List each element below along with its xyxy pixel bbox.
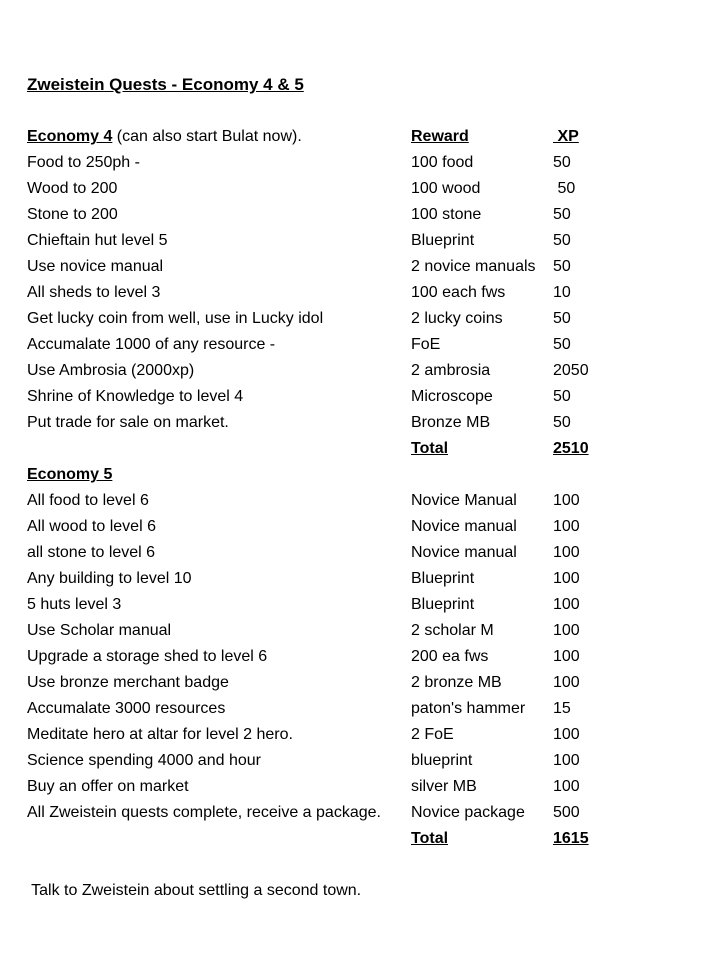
empty-cell [553, 462, 653, 488]
reward-text: 200 ea fws [411, 648, 489, 665]
reward-text: 100 stone [411, 206, 482, 223]
xp-value: 50 [553, 206, 571, 223]
xp-value: 50 [553, 310, 571, 327]
xp-value: 50 [553, 180, 576, 197]
quest-text: Use Ambrosia (2000xp) [27, 362, 195, 379]
quest-row [27, 280, 690, 306]
quest-text: Buy an offer on market [27, 778, 189, 795]
reward-text: paton's hammer [411, 700, 526, 717]
xp-value: 50 [553, 232, 571, 249]
quest-row [27, 696, 690, 722]
quest-row [27, 644, 690, 670]
reward-text: Microscope [411, 388, 493, 405]
quest-text: All food to level 6 [27, 492, 149, 509]
quest-text: All sheds to level 3 [27, 284, 161, 301]
reward-text: 2 bronze MB [411, 674, 502, 691]
section-heading-economy4-suffix: (can also start Bulat now). [112, 128, 302, 145]
xp-value: 50 [553, 388, 571, 405]
quest-row [27, 384, 690, 410]
xp-value: 100 [553, 492, 580, 509]
reward-text: 2 novice manuals [411, 258, 536, 275]
quest-text: Accumalate 3000 resources [27, 700, 226, 717]
xp-value: 100 [553, 752, 580, 769]
quest-row [27, 254, 690, 280]
quest-text: Use Scholar manual [27, 622, 172, 639]
quest-row [27, 748, 690, 774]
xp-value: 50 [553, 336, 571, 353]
xp-value: 100 [553, 648, 580, 665]
quest-text: Food to 250ph - [27, 154, 140, 171]
empty-cell [411, 462, 553, 488]
quest-text: Use bronze merchant badge [27, 674, 229, 691]
reward-text: Blueprint [411, 232, 475, 249]
quest-row [27, 332, 690, 358]
xp-value: 100 [553, 544, 580, 561]
xp-value: 50 [553, 414, 571, 431]
empty-cell [27, 436, 411, 462]
quest-row [27, 150, 690, 176]
economy5-header-row [27, 462, 690, 488]
quest-row [27, 202, 690, 228]
quest-row [27, 800, 690, 826]
reward-text: Novice package [411, 804, 525, 821]
quest-row [27, 410, 690, 436]
economy4-total-label: Total [411, 440, 449, 457]
economy4-total-row [27, 436, 690, 462]
reward-text: 2 FoE [411, 726, 454, 743]
quest-text: Shrine of Knowledge to level 4 [27, 388, 244, 405]
xp-value: 500 [553, 804, 580, 821]
reward-text: Novice manual [411, 518, 517, 535]
quest-text: Chieftain hut level 5 [27, 232, 168, 249]
economy5-rows [27, 488, 690, 826]
quest-row [27, 618, 690, 644]
xp-value: 15 [553, 700, 571, 717]
quest-text: 5 huts level 3 [27, 596, 122, 613]
reward-text: Bronze MB [411, 414, 491, 431]
economy5-total-row [27, 826, 690, 852]
document-page [27, 72, 690, 904]
quest-text: Science spending 4000 and hour [27, 752, 261, 769]
quest-row [27, 722, 690, 748]
section-heading-economy4-cell [27, 124, 411, 150]
reward-text: Blueprint [411, 570, 475, 587]
quest-row [27, 358, 690, 384]
economy4-header-row [27, 124, 690, 150]
quest-text: Upgrade a storage shed to level 6 [27, 648, 268, 665]
quest-row [27, 228, 690, 254]
quest-text: All wood to level 6 [27, 518, 156, 535]
quest-row [27, 540, 690, 566]
quest-row [27, 566, 690, 592]
column-header-xp: XP [553, 128, 579, 145]
reward-text: FoE [411, 336, 441, 353]
quest-text: Meditate hero at altar for level 2 hero. [27, 726, 293, 743]
quest-text: Any building to level 10 [27, 570, 192, 587]
quest-row [27, 774, 690, 800]
reward-text: Novice Manual [411, 492, 517, 509]
reward-text: Blueprint [411, 596, 475, 613]
reward-text: 2 lucky coins [411, 310, 503, 327]
reward-text: 100 wood [411, 180, 481, 197]
xp-value: 100 [553, 518, 580, 535]
xp-value: 100 [553, 726, 580, 743]
empty-cell [27, 826, 411, 852]
quest-text: Stone to 200 [27, 206, 118, 223]
column-header-reward: Reward [411, 128, 469, 145]
section-heading-economy5: Economy 5 [27, 466, 113, 483]
xp-value: 2050 [553, 362, 589, 379]
quest-row [27, 488, 690, 514]
xp-value: 100 [553, 674, 580, 691]
reward-text: 2 scholar M [411, 622, 494, 639]
xp-value: 50 [553, 258, 571, 275]
xp-value: 50 [553, 154, 571, 171]
reward-text: silver MB [411, 778, 477, 795]
reward-text: 100 food [411, 154, 474, 171]
economy5-total-value: 1615 [553, 830, 589, 847]
section-heading-economy5-cell [27, 462, 411, 488]
economy4-rows [27, 150, 690, 436]
quest-row [27, 514, 690, 540]
quest-text: Put trade for sale on market. [27, 414, 229, 431]
xp-value: 100 [553, 778, 580, 795]
quest-text: Accumalate 1000 of any resource - [27, 336, 276, 353]
footer-note: Talk to Zweistein about settling a second town. [27, 882, 362, 899]
reward-text: 100 each fws [411, 284, 506, 301]
quest-row [27, 306, 690, 332]
page-title: Zweistein Quests - Economy 4 & 5 [27, 75, 304, 94]
xp-value: 100 [553, 596, 580, 613]
quest-text: Use novice manual [27, 258, 164, 275]
section-heading-economy4: Economy 4 [27, 128, 113, 145]
reward-text: 2 ambrosia [411, 362, 491, 379]
quest-row [27, 670, 690, 696]
reward-text: blueprint [411, 752, 473, 769]
reward-text: Novice manual [411, 544, 517, 561]
quest-row [27, 592, 690, 618]
xp-value: 10 [553, 284, 571, 301]
xp-value: 100 [553, 570, 580, 587]
quest-text: all stone to level 6 [27, 544, 156, 561]
quest-text: Get lucky coin from well, use in Lucky idol [27, 310, 324, 327]
quest-text: All Zweistein quests complete, receive a package. [27, 804, 381, 821]
xp-value: 100 [553, 622, 580, 639]
quest-text: Wood to 200 [27, 180, 118, 197]
economy5-total-label: Total [411, 830, 449, 847]
quest-row [27, 176, 690, 202]
economy4-total-value: 2510 [553, 440, 589, 457]
